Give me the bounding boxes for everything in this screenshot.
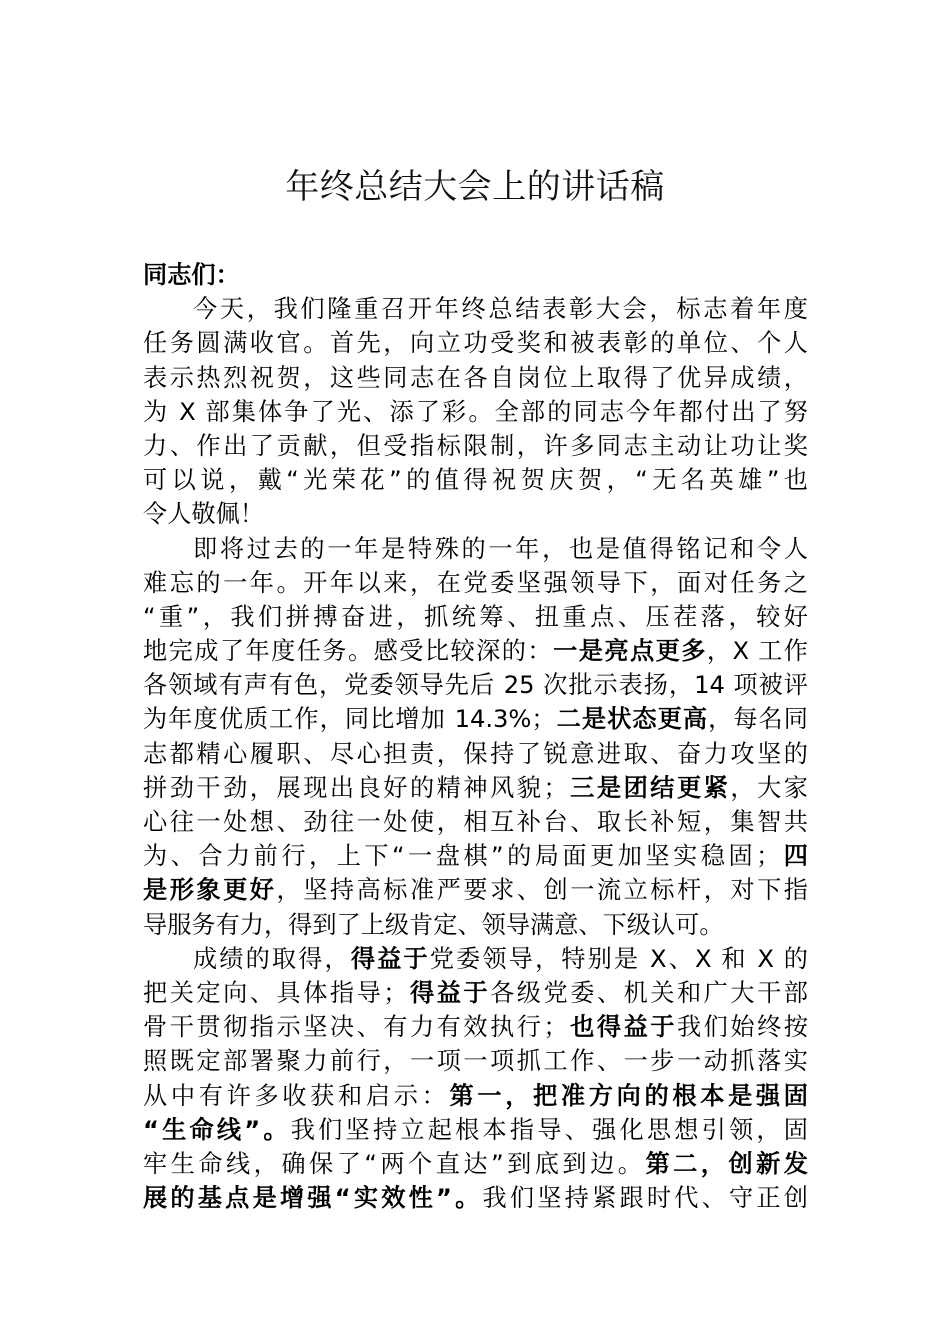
bold-text: 第二，创新发: [645, 1149, 808, 1178]
text-segment: 今天，我们隆重召开年终总结表彰大会，标志着年度: [193, 295, 808, 324]
text-line: [143, 1010, 808, 1044]
text-line: [143, 463, 808, 497]
text-line: [143, 839, 808, 873]
text-segment: 骨干贯彻指示坚决、有力有效执行；: [143, 1013, 568, 1042]
text-segment: ，X 工作: [706, 637, 808, 666]
bold-text: 三是团结更紧: [567, 773, 731, 802]
text-line: [143, 1044, 808, 1078]
text-segment: 即将过去的一年是特殊的一年，也是值得铭记和令人: [193, 534, 808, 563]
text-segment: 地完成了年度任务。感受比较深的：: [143, 637, 554, 666]
text-line: [143, 497, 808, 531]
text-line: [143, 600, 808, 634]
text-line: [143, 942, 808, 976]
text-segment: 我们坚持立起根本指导、强化思想引领，固: [290, 1115, 808, 1144]
text-line: [143, 771, 808, 805]
text-segment: 拼劲干劲，展现出良好的精神风貌；: [143, 773, 568, 802]
text-segment: 任务圆满收官。首先，向立功受奖和被表彰的单位、个人: [143, 329, 808, 358]
text-segment: 牢生命线，确保了“两个直达”到底到边。: [143, 1149, 646, 1178]
text-segment: 为年度优质工作，同比增加 14.3%；: [143, 705, 556, 734]
bold-text: 得益于: [350, 944, 430, 973]
text-segment: 为 X 部集体争了光、添了彩。全部的同志今年都付出了努: [143, 397, 808, 426]
text-segment: 可以说，戴“光荣花”的值得祝贺庆贺，“无名英雄”也: [143, 466, 808, 495]
text-segment: 我们坚持紧跟时代、守正创: [482, 1184, 808, 1213]
text-line: [143, 873, 808, 907]
text-line: [143, 1147, 808, 1181]
text-line: [143, 361, 808, 395]
text-segment: “重”，我们拼搏奋进，抓统筹、扭重点、压茬落，较好: [143, 602, 808, 631]
bold-text: 二是状态更高: [555, 705, 709, 734]
bold-text: 一是亮点更多: [553, 637, 707, 666]
text-line: [143, 908, 808, 942]
bold-text: 也得益于: [567, 1013, 677, 1042]
text-segment: 成绩的取得，: [193, 944, 351, 973]
text-line: [143, 429, 808, 463]
text-line: [143, 292, 808, 326]
text-line: [143, 1113, 808, 1147]
bold-text: 四: [780, 842, 808, 871]
text-segment: 各级党委、机关和广大干部: [490, 978, 808, 1007]
text-segment: 心往一处想、劲往一处使，相互补台、取长补短，集智共: [143, 808, 808, 836]
text-segment: 照既定部署聚力前行，一项一项抓工作、一步一动抓落实: [143, 1047, 808, 1076]
text-segment: 各领域有声有色，党委领导先后 25 次批示表扬，14 项被评: [143, 671, 808, 700]
bold-text: 是形象更好: [143, 876, 277, 905]
bold-text: 展的基点是增强“实效性”。: [143, 1184, 483, 1213]
paragraph-lines: [143, 292, 808, 1215]
text-line: [143, 737, 808, 771]
bold-text: 得益于: [407, 978, 491, 1007]
text-segment: 党委领导，特别是 X、X 和 X 的: [429, 944, 808, 973]
bold-text: 第一，把准方向的根本是强固: [449, 1081, 808, 1110]
text-line: [143, 566, 808, 600]
text-line: [143, 395, 808, 429]
text-segment: 力、作出了贡献，但受指标限制，许多同志主动让功让奖: [143, 431, 808, 460]
text-segment: 难忘的一年。开年以来，在党委坚强领导下，面对任务之: [143, 568, 808, 597]
text-line: [143, 976, 808, 1010]
text-segment: 为、合力前行，上下“一盘棋”的局面更加坚实稳固；: [143, 842, 781, 871]
text-segment: 志都精心履职、尽心担责，保持了锐意进取、奋力攻坚的: [143, 739, 808, 768]
text-line: [143, 532, 808, 566]
text-segment: ，大家: [730, 773, 808, 802]
text-segment: 从中有许多收获和启示：: [143, 1081, 450, 1110]
text-segment: ，坚持高标准严要求、创一流立标杆，对下指: [276, 876, 808, 905]
document-body: [143, 258, 808, 1215]
bold-text: “生命线”。: [143, 1115, 291, 1144]
text-segment: 令人敬佩！: [143, 500, 264, 529]
text-line: [143, 1079, 808, 1113]
text-line: [143, 668, 808, 702]
text-line: [143, 1181, 808, 1215]
text-line: [143, 702, 808, 736]
text-line: [143, 634, 808, 668]
text-line: [143, 326, 808, 360]
text-line: [143, 805, 808, 839]
text-segment: 表示热烈祝贺，这些同志在各自岗位上取得了优异成绩，: [143, 363, 808, 392]
document-title: 年终总结大会上的讲话稿: [285, 167, 665, 207]
text-segment: ，每名同: [708, 705, 808, 734]
text-segment: 把关定向、具体指导；: [143, 978, 408, 1007]
text-segment: 导服务有力，得到了上级肯定、领导满意、下级认可。: [143, 910, 724, 939]
text-segment: 我们始终按: [676, 1013, 808, 1042]
salutation: 同志们：: [143, 261, 240, 289]
